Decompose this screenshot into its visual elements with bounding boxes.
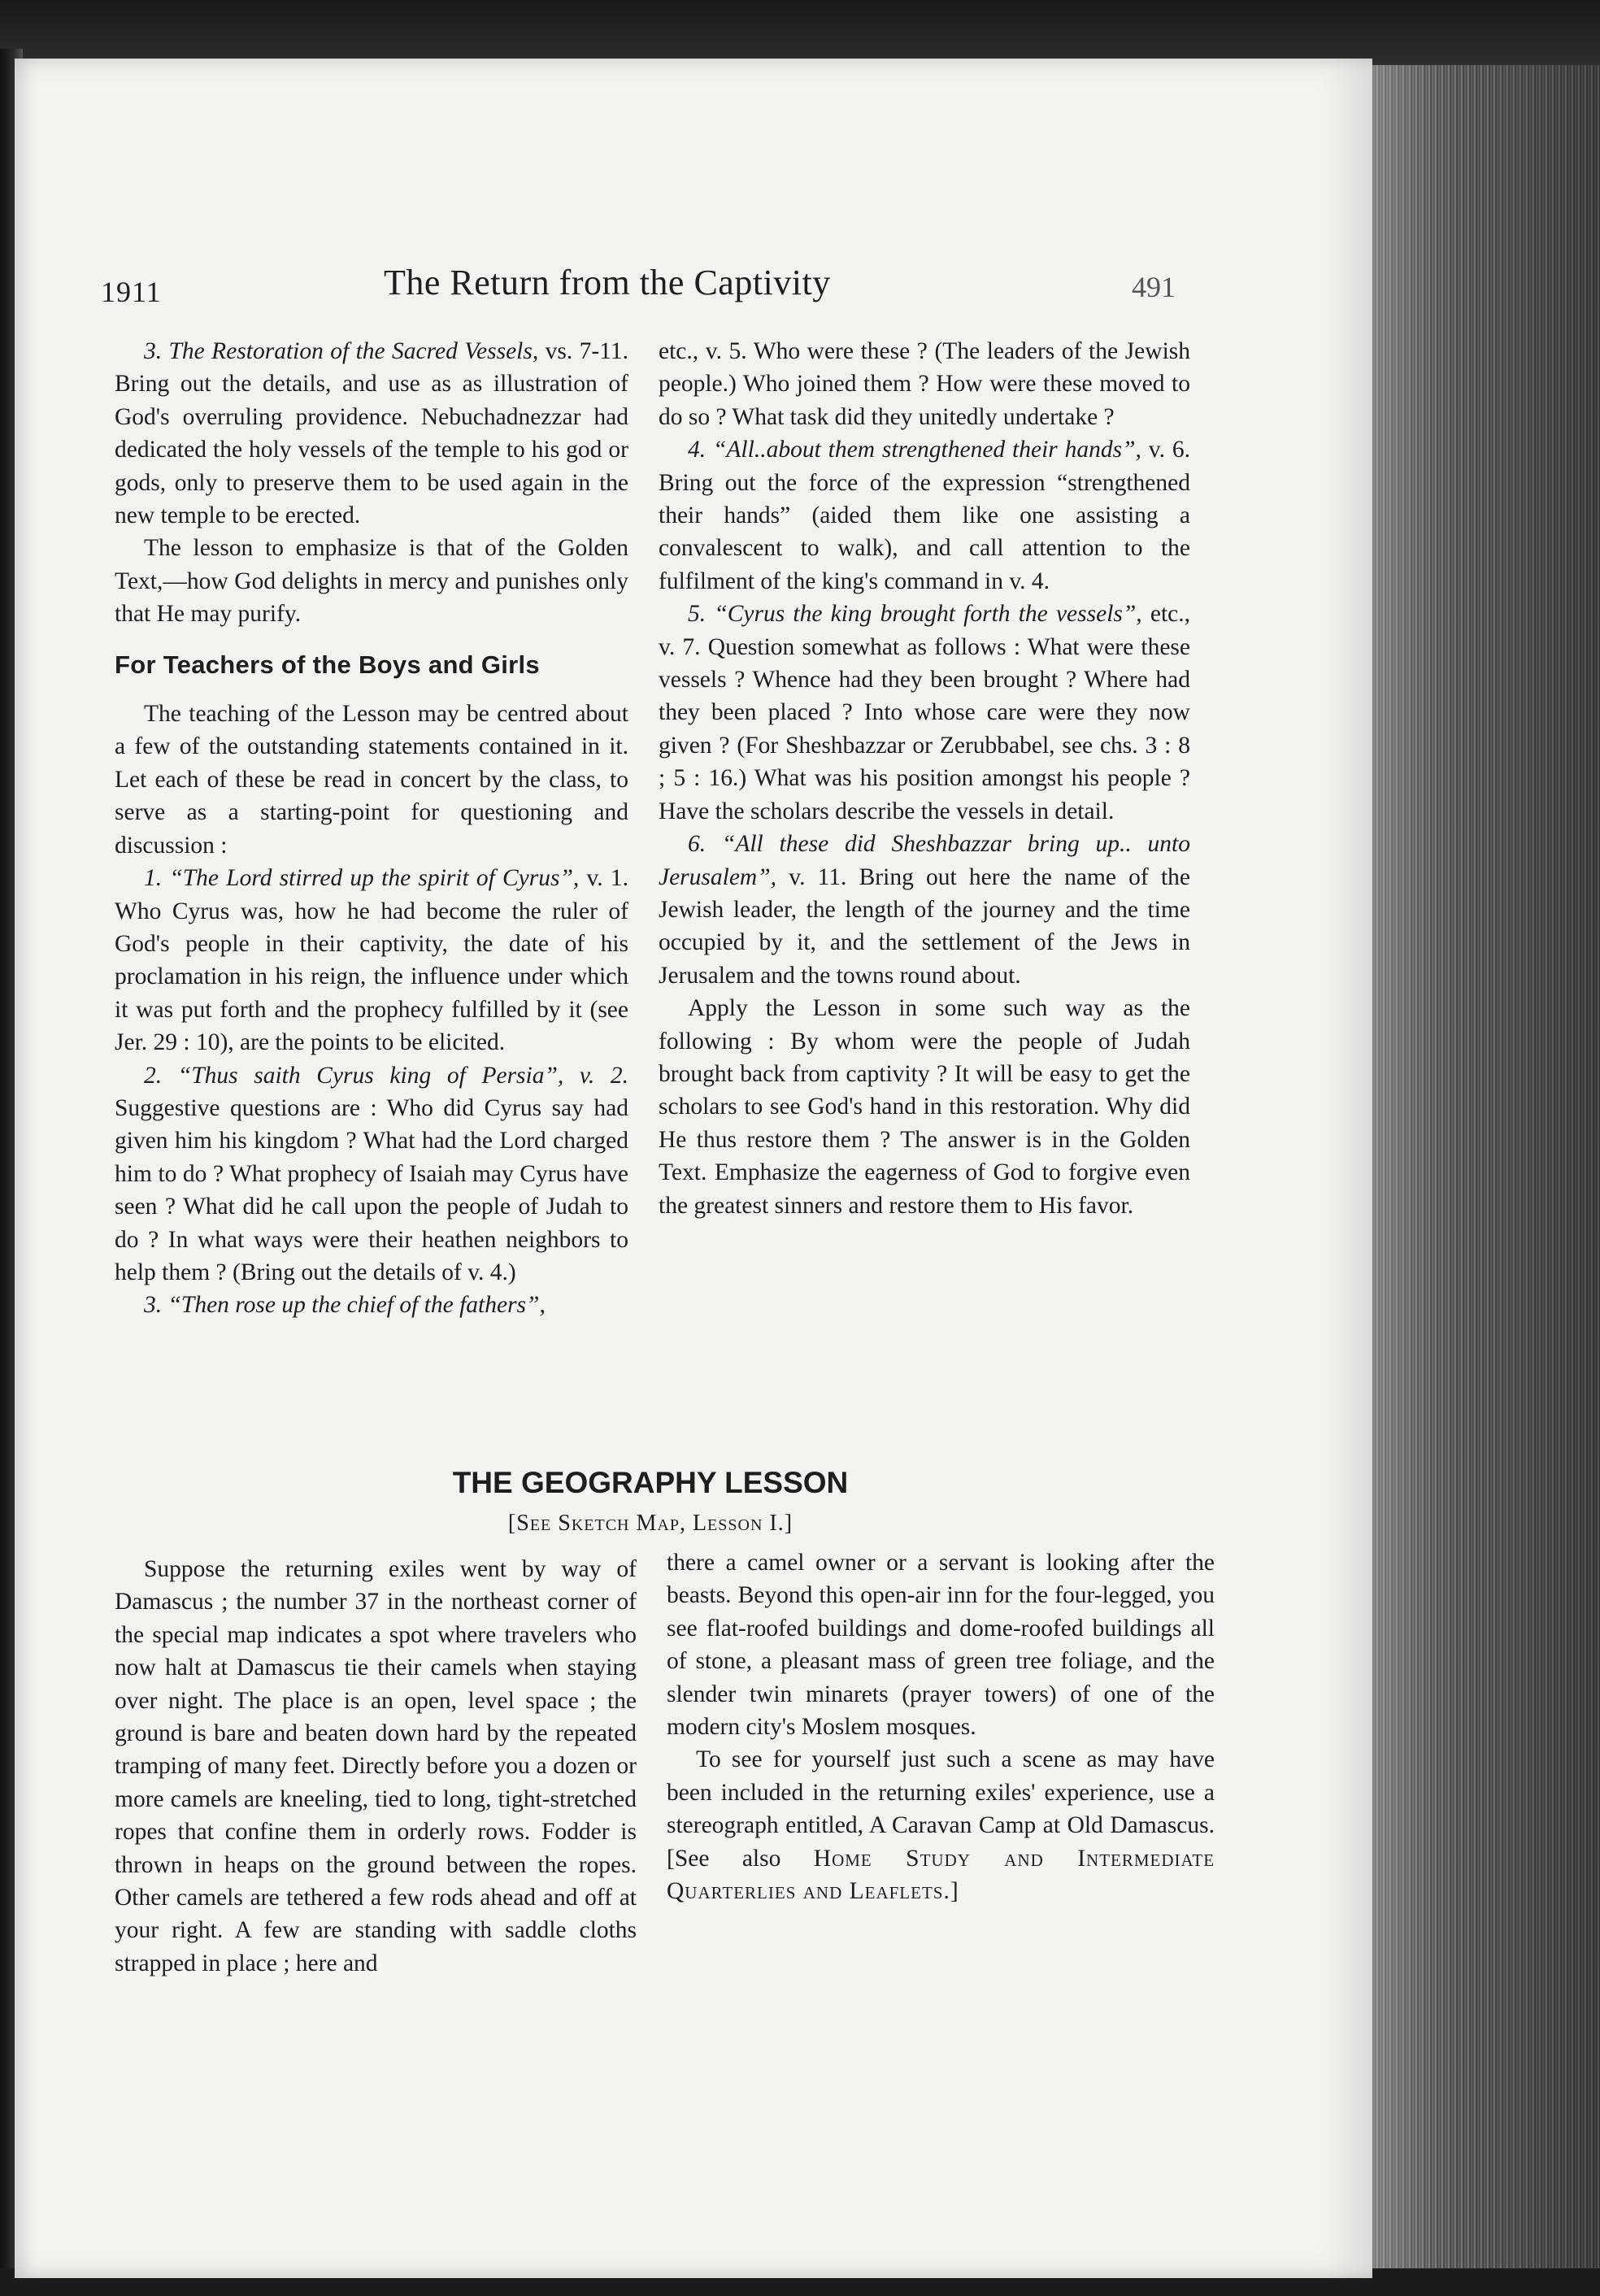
section-heading: For Teachers of the Boys and Girls — [115, 650, 540, 679]
left-column — [115, 335, 628, 1322]
paragraph — [115, 862, 628, 1059]
italic-lead: 3. The Restoration of the Sacred Vessels, — [144, 338, 539, 364]
paragraph — [659, 433, 1190, 598]
italic-lead: 6. “All these did Sheshbazzar bring up.. unto Jerusalem”, — [659, 831, 1190, 890]
paragraph: The lesson to emphasize is that of the Golden Text,—how God delights in mercy and punishes only that He may purify. — [115, 535, 628, 628]
paragraph — [659, 598, 1190, 828]
paragraph — [115, 1059, 628, 1289]
small-caps-text: Home Study and Intermediate Quarterlies and Leaflets.] — [667, 1845, 1215, 1905]
geography-lesson-title: THE GEOGRAPHY LESSON — [452, 1466, 849, 1499]
right-column — [659, 335, 1190, 1222]
book-page-edges — [1372, 65, 1600, 2296]
paragraph-text: To see for yourself just such a scene as may have been included in the returning exiles' experience, use a stereograph entitled, A Caravan Camp at Old Damascus. [See also — [667, 1746, 1215, 1872]
paragraph — [667, 1743, 1215, 1907]
italic-lead: 2. “Thus saith Cyrus king of Persia”, v. 2. — [144, 1062, 628, 1089]
paragraph: The teaching of the Lesson may be centred about a few of the outstanding statements contained in it. Let each of these be read in concert by the class, to serve as a starting-point for questioning and discussion : — [115, 701, 628, 859]
paragraph-text: Suggestive questions are : Who did Cyrus say had given him his kingdom ? What had the Lord charged him to do ? What prophecy of Isaiah may Cyrus have seen ? What did he call upon the people of Judah to do ? In what ways were their heathen neighbors to help them ? (Bring out the details of v. 4.) — [115, 1094, 628, 1285]
paragraph: there a camel owner or a servant is looking after the beasts. Beyond this open-air inn for the four-legged, you see flat-roofed buildings and dome-roofed buildings all of stone, a pleasant mass of green tree foliage, and the slender twin minarets (prayer towers) of one of the modern city's Moslem mosques. — [667, 1550, 1215, 1741]
italic-lead: 5. “Cyrus the king brought forth the vessels”, — [688, 601, 1142, 628]
running-header — [101, 262, 1190, 311]
paragraph: Suppose the returning exiles went by way of Damascus ; the number 37 in the northeast corner of the special map indicates a spot where travelers who now halt at Damascus tie their camels when staying over night. The place is an open, level space ; the ground is bare and beaten down hard by the repeated tramping of many feet. Directly before you a dozen or more camels are kneeling, tied to long, tight-stretched ropes that confine them in orderly rows. Fodder is thrown in heaps on the ground between the ropes. Other camels are tethered a few rods ahead and off at your right. A few are standing with saddle cloths strapped in place ; here and — [115, 1556, 637, 1976]
geography-right-column — [667, 1546, 1215, 1907]
header-year: 1911 — [101, 276, 162, 308]
geography-lesson-subtitle: [See Sketch Map, Lesson I.] — [507, 1511, 793, 1536]
paragraph-text: v. 6. Bring out the force of the expression “strengthened their hands” (aided them like one assisting a convalescent to walk), and call attention to the fulfilment of the king's command in v. 4. — [659, 437, 1191, 594]
header-title: The Return from the Captivity — [384, 263, 831, 302]
paragraph-text: v. 11. Bring out here the name of the Jewish leader, the length of the journey and the time occupied by it, and the settlement of the Jews in Jerusalem and the towns round about. — [659, 863, 1190, 989]
paragraph-text: v. 1. Who Cyrus was, how he had become the ruler of God's people in their captivity, the date of his proclamation in his reign, the influence under which it was put forth and the prophecy fulfilled by it (see Jer. 29 : 10), are the points to be elicited. — [115, 865, 628, 1056]
italic-lead: 4. “All..about them strengthened their hands”, — [688, 437, 1141, 463]
paragraph: etc., v. 5. Who were these ? (The leaders of the Jewish people.) Who joined them ? How were these moved to do so ? What task did they unitedly undertake ? — [659, 338, 1190, 430]
scan-top-border — [0, 0, 1600, 65]
geography-left-column — [115, 1553, 637, 1980]
italic-lead: 3. “Then rose up the chief of the fathers”, — [144, 1292, 546, 1319]
italic-lead: 1. “The Lord stirred up the spirit of Cyrus”, — [144, 865, 580, 892]
paragraph: Apply the Lesson in some such way as the following : By whom were the people of Judah brought back from captivity ? It will be easy to get the scholars to see God's hand in this restoration. Why did He thus restore them ? The answer is in the Golden Text. Emphasize the eagerness of God to forgive even the greatest sinners and restore them to His favor. — [659, 995, 1190, 1219]
paragraph — [115, 1289, 628, 1321]
paragraph — [115, 335, 628, 532]
paragraph-text: etc., v. 7. Question somewhat as follows : What were these vessels ? Whence had they been brought ? Where had they been placed ? Into whose care were they now given ? (For Sheshbazzar or Zerubbabel, see chs. 3 : 8 ; 5 : 16.) What was his position amongst his people ? Have the scholars describe the vessels in detail. — [659, 601, 1190, 824]
page-number: 491 — [1132, 271, 1176, 303]
paragraph-text: vs. 7-11. Bring out the details, and use as as illustration of God's overruling providence. Nebuchadnezzar had dedicated the holy vessels of the temple to his god or gods, only to preserve them to be used again in the new temple to be erected. — [115, 338, 629, 529]
paragraph — [659, 828, 1190, 992]
